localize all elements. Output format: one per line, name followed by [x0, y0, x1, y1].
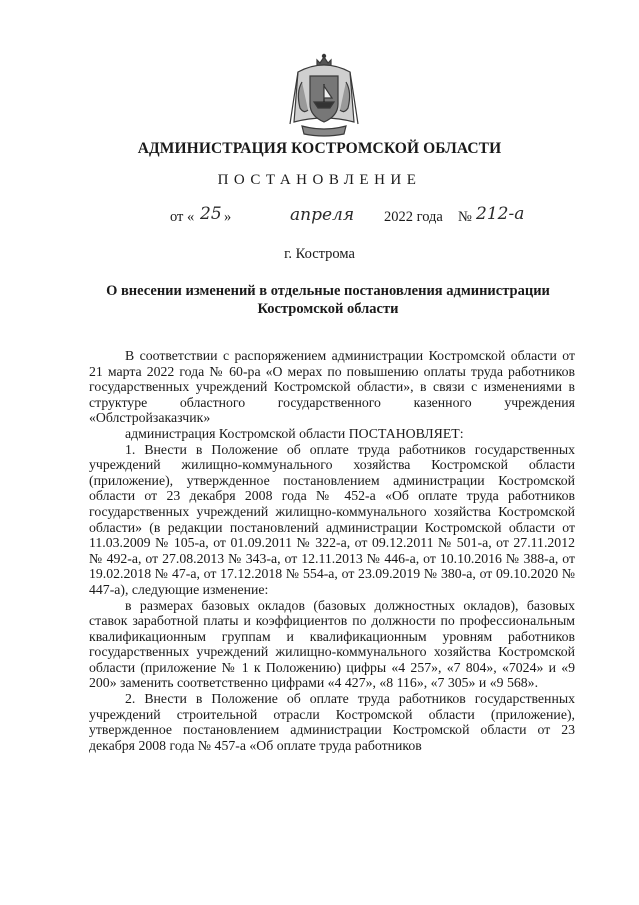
paragraph: В соответствии с распоряжением администрации Костромской области от 21 марта 2022 года № 60-ра «О мерах по повышению оплаты труда работников государственных учреждений Костромской области», в связи с изменениями в структуре областного государственного казенного учреждения «Облстройзаказчик»	[89, 348, 575, 426]
document-title: О внесении изменений в отдельные постановления администрации Костромской области	[106, 283, 550, 317]
document-type: ПОСТАНОВЛЕНИЕ	[217, 172, 422, 188]
handwritten-month: апреля	[290, 205, 355, 225]
paragraph: 2. Внести в Положение об оплате труда работников государственных учреждений строительной отрасли Костромской области (приложение), утвержденное постановлением администрации Костромской области от 23 декабря 2008 года № 457-а «Об оплате труда работников	[89, 691, 575, 753]
organization-name: АДМИНИСТРАЦИЯ КОСТРОМСКОЙ ОБЛАСТИ	[137, 140, 502, 157]
handwritten-day: 25	[200, 204, 222, 224]
date-prefix: от «	[170, 209, 195, 225]
date-number-line	[170, 206, 570, 230]
date-year: 2022 года	[384, 209, 443, 225]
coat-of-arms-emblem	[284, 52, 364, 140]
paragraph: администрация Костромской области ПОСТАНОВЛЯЕТ:	[125, 425, 464, 441]
document-body	[89, 348, 575, 753]
paragraph: в размерах базовых окладов (базовых должностных окладов), базовых ставок заработной платы и коэффициентов по должности по профессиональным квалификационным группам и квалификационным уровням работников государственных учреждений жилищно-коммунального хозяйства Костромской области (приложение № 1 к Положению) цифры «4 257», «7 804», «7024» и «9 200» заменить соответственно цифрами «4 427», «8 116», «7 305» и «9 568».	[89, 597, 575, 691]
paragraph: 1. Внести в Положение об оплате труда работников государственных учреждений жилищно-коммунального хозяйства Костромской области (приложение), утвержденное постановлением администрации Костромской области от 23 декабря 2008 года № 452-а «Об оплате труда работников государственных учреждений жилищно-коммунального хозяйства Костромской области» (в редакции постановлений администрации Костромской области от 11.03.2009 № 105-а, от 01.09.2011 № 322-а, от 09.12.2011 № 501-а, от 27.11.2012 № 492-а, от 27.08.2013 № 343-а, от 12.11.2013 № 446-а, от 10.10.2016 № 388-а, от 19.02.2018 № 47-а, от 17.12.2018 № 554-а, от 23.09.2019 № 380-а, от 09.10.2020 № 447-а), следующие изменение:	[89, 441, 575, 597]
date-quote-close: »	[224, 209, 232, 225]
number-prefix: №	[458, 209, 472, 225]
city-line: г. Кострома	[284, 246, 355, 262]
handwritten-number: 212-а	[476, 204, 525, 224]
